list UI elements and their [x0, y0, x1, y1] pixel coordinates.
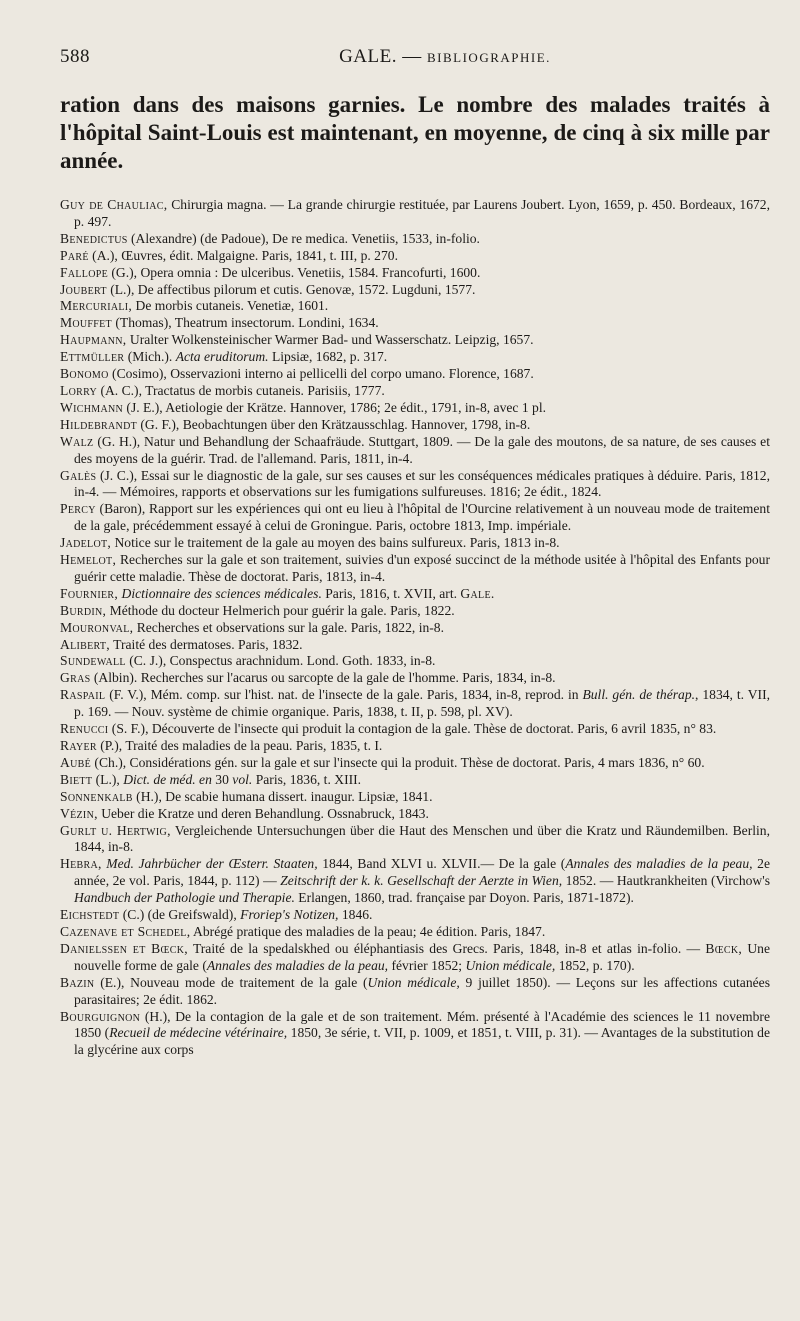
entry-text: Une nouvelle forme de gale (: [74, 940, 770, 973]
entry-text: Lipsiæ, 1682, p. 317.: [268, 349, 388, 365]
entry-text: Paris, 1836, t. XIII.: [252, 771, 362, 787]
entry-author: Paré: [60, 247, 89, 263]
entry-author: Sundewall: [60, 653, 126, 669]
entry-author: Walz: [60, 433, 94, 449]
bibliography-entry: [60, 941, 770, 975]
entry-text: (F. V.), Mém. comp. sur l'hist. nat. de l'insecte de la gale. Paris, 1834, in-8, reprod. in: [105, 687, 583, 703]
bibliography-entry: [60, 789, 770, 806]
entry-author: Cazenave et Schedel,: [60, 923, 191, 939]
entry-author: Joubert: [60, 281, 107, 297]
bibliography-entry: [60, 468, 770, 502]
entry-text: Bœck,: [705, 940, 743, 956]
entry-title-italic: Recueil de médecine vétérinaire,: [109, 1025, 288, 1041]
entry-title-italic: Union médicale,: [465, 957, 556, 973]
bibliography-entry: [60, 856, 770, 907]
entry-author: Jadelot,: [60, 535, 112, 551]
bibliography-entry: [60, 975, 770, 1009]
bibliography-entry: [60, 552, 770, 586]
entry-title-italic: Dictionnaire des sciences médicales.: [121, 585, 322, 601]
entry-author: Bazin: [60, 974, 95, 990]
bibliography-entry: [60, 282, 770, 299]
entry-author: Alibert,: [60, 636, 111, 652]
entry-text: Ueber die Kratze und deren Behandlung. Ossnabruck, 1843.: [97, 805, 429, 821]
bibliography-entry: [60, 772, 770, 789]
entry-text: Uralter Wolkensteinischer Warmer Bad- und Wasserschatz. Leipzig, 1657.: [126, 332, 534, 348]
entry-text: 2e année, 2e vol. Paris, 1844, p. 112) —: [74, 856, 770, 889]
bibliography-entry: [60, 298, 770, 315]
entry-text: Recherches sur la gale et son traitement, suivies d'un exposé succinct de la méthode usitée à l'hôpital des Enfants pour guérir cette maladie. Thèse de doctorat. Paris, 1813, in-4.: [74, 552, 770, 584]
entry-text: (Ch.), Considérations gén. sur la gale et sur l'insecte qui la produit. Thèse de doctorat. Paris, 4 mars 1836, n° 60.: [91, 754, 705, 770]
bibliography-entry: [60, 823, 770, 857]
bibliography-entry: [60, 231, 770, 248]
bibliography-entry: [60, 197, 770, 231]
entry-text: (H.), De la contagion de la gale et de son traitement. Mém. présenté à l'Académie des sciences le 11 novembre 1850 (: [74, 1008, 770, 1041]
entry-text: 1844, Band XLVI u. XLVII.— De la gale (: [317, 856, 566, 872]
bibliography-entry: [60, 383, 770, 400]
bibliography-entry: [60, 738, 770, 755]
entry-author: Eichstedt: [60, 907, 120, 923]
entry-title-italic: Med. Jahrbücher der Œsterr. Staaten,: [106, 856, 318, 872]
bibliography-entry: [60, 400, 770, 417]
entry-text: (Cosimo), Osservazioni interno ai pellicelli del corpo umano. Florence, 1687.: [108, 366, 534, 382]
entry-text: Recherches et observations sur la gale. Paris, 1822, in-8.: [133, 619, 444, 635]
entry-text: (G. H.), Natur und Behandlung der Schaafräude. Stuttgart, 1809. — De la gale des moutons, de sa nature, de ses causes et des moyens de la guérir. Trad. de l'allemand. Paris, 1811, in-4.: [74, 433, 770, 466]
entry-text: Notice sur le traitement de la gale au moyen des bains sulfureux. Paris, 1813 in-8.: [111, 535, 560, 551]
entry-author: Mouffet: [60, 315, 112, 331]
bibliography-list: [60, 197, 770, 1059]
entry-author: Galès: [60, 467, 97, 483]
entry-text: Erlangen, 1860, trad. française par Doyon. Paris, 1871-1872).: [294, 890, 634, 906]
bibliography-entry: [60, 434, 770, 468]
entry-author: Vézin,: [60, 805, 98, 821]
entry-text: (C.) (de Greifswald),: [119, 907, 241, 923]
bibliography-entry: [60, 349, 770, 366]
entry-text: De morbis cutaneis. Venetiæ, 1601.: [132, 298, 329, 314]
entry-text: (L.), De affectibus pilorum et cutis. Genovæ, 1572. Lugduni, 1577.: [106, 281, 476, 297]
bibliography-entry: [60, 417, 770, 434]
bibliography-entry: [60, 586, 770, 603]
entry-text: (G.), Opera omnia : De ulceribus. Venetiis, 1584. Francofurti, 1600.: [108, 264, 481, 280]
entry-text: 30: [211, 771, 233, 787]
bibliography-entry: [60, 366, 770, 383]
bibliography-entry: [60, 332, 770, 349]
entry-author: Gras: [60, 670, 91, 686]
bibliography-entry: [60, 670, 770, 687]
entry-author: Burdin,: [60, 602, 107, 618]
bibliography-entry: [60, 924, 770, 941]
entry-title-italic: Dict. de méd. en: [123, 771, 212, 787]
entry-text: (H.), De scabie humana dissert. inaugur. Lipsiæ, 1841.: [132, 788, 433, 804]
entry-author: Haupmann,: [60, 332, 127, 348]
running-title: [180, 46, 770, 68]
entry-title-italic: Handbuch der Pathologie und Therapie.: [74, 890, 295, 906]
entry-author: Bonomo: [60, 366, 109, 382]
entry-text: (Mich.).: [124, 349, 176, 365]
entry-text: (Thomas), Theatrum insectorum. Londini, 1634.: [111, 315, 379, 331]
entry-text: 1846.: [338, 907, 373, 923]
entry-text: Méthode du docteur Helmerich pour guérir la gale. Paris, 1822.: [106, 602, 455, 618]
bibliography-entry: [60, 501, 770, 535]
running-title-main: GALE. —: [339, 46, 427, 67]
entry-author: Bourguignon: [60, 1008, 141, 1024]
entry-title-italic: Bull. gén. de thérap.: [582, 687, 696, 703]
bibliography-entry: [60, 248, 770, 265]
bibliography-entry: [60, 653, 770, 670]
bibliography-entry: [60, 620, 770, 637]
entry-author: Guy de Chauliac,: [60, 197, 168, 212]
entry-text: Vergleichende Untersuchungen über die Haut des Menschen und über die Kratz und Räundemilben. Berlin, 1844, in-8.: [74, 822, 770, 855]
bibliography-entry: [60, 721, 770, 738]
bibliography-entry: [60, 603, 770, 620]
entry-text: (J. C.), Essai sur le diagnostic de la gale, sur ses causes et sur les conséquences médicales pratiques à déduire. Paris, 1812, in-4. — Mémoires, rapports et observations sur les fumigations sulfureuses. 1816; 2e édit., 1824.: [74, 467, 770, 500]
bibliography-entry: [60, 1009, 770, 1060]
entry-title-italic: Union médicale,: [367, 974, 460, 990]
entry-text: Paris, 1816, t. XVII, art.: [321, 585, 461, 601]
bibliography-entry: [60, 265, 770, 282]
entry-author: Gurlt u. Hertwig,: [60, 822, 171, 838]
entry-text: février 1852;: [388, 957, 466, 973]
entry-title-italic: Zeitschrift der k. k. Gesellschaft der Aerzte in Wien,: [280, 873, 563, 889]
entry-author: Fournier,: [60, 585, 119, 601]
entry-author: Raspail: [60, 687, 106, 703]
entry-author: Wichmann: [60, 399, 124, 415]
entry-author: Lorry: [60, 382, 98, 398]
entry-author: Percy: [60, 501, 96, 517]
entry-text: (G. F.), Beobachtungen über den Krätzausschlag. Hannover, 1798, in-8.: [137, 416, 531, 432]
bibliography-entry: [60, 535, 770, 552]
entry-text: Abrégé pratique des maladies de la peau; 4e édition. Paris, 1847.: [190, 923, 546, 939]
entry-text: 1852, p. 170).: [555, 957, 635, 973]
entry-text: , 1834, t. VII, p. 169. — Nouv. système de chimie organique. Paris, 1838, t. II, p. 598, pl. XV).: [74, 687, 770, 720]
entry-text: (E.), Nouveau mode de traitement de la gale (: [94, 974, 368, 990]
bibliography-entry: [60, 907, 770, 924]
entry-text: 1852. — Hautkrankheiten (Virchow's: [562, 873, 770, 889]
running-title-section: BIBLIOGRAPHIE.: [426, 50, 551, 65]
entry-author: Hebra,: [60, 856, 102, 872]
entry-text: (L.),: [92, 771, 124, 787]
entry-text: (A.), Œuvres, édit. Malgaigne. Paris, 1841, t. III, p. 270.: [88, 247, 398, 263]
entry-title-italic: Acta eruditorum.: [175, 349, 269, 365]
entry-text: Traité des dermatoses. Paris, 1832.: [110, 636, 303, 652]
bibliography-entry: [60, 637, 770, 654]
bibliography-entry: [60, 315, 770, 332]
entry-author: Renucci: [60, 721, 109, 737]
entry-author: Hildebrandt: [60, 416, 137, 432]
entry-text: (S. F.), Découverte de l'insecte qui produit la contagion de la gale. Thèse de doctorat. Paris, 6 avril 1835, n° 83.: [108, 721, 717, 737]
intro-paragraph: ration dans des maisons garnies. Le nombre des malades traités à l'hôpital Saint-Louis est maintenant, en moyenne, de cinq à six mille par année.: [60, 92, 770, 173]
entry-text: (J. E.), Aetiologie der Krätze. Hannover, 1786; 2e édit., 1791, in-8, avec 1 pl.: [123, 399, 547, 415]
entry-author: Ettmüller: [60, 349, 125, 365]
entry-text: Gale.: [460, 585, 495, 601]
bibliography-entry: [60, 755, 770, 772]
page-header: [60, 46, 770, 68]
entry-author: Benedictus: [60, 230, 128, 246]
entry-text: (C. J.), Conspectus arachnidum. Lond. Goth. 1833, in-8.: [125, 653, 436, 669]
entry-author: Fallope: [60, 264, 108, 280]
entry-title-italic: Froriep's Notizen,: [240, 907, 339, 923]
entry-text: (Baron), Rapport sur les expériences qui ont eu lieu à l'hôpital de l'Ourcine relativement à un nouveau mode de traitement de la gale, précédemment essayé à celui de Groningue. Paris, octobre 1813, Imp. impériale.: [74, 501, 770, 534]
entry-title-italic: vol.: [232, 771, 253, 787]
entry-text: Chirurgia magna. — La grande chirurgie restituée, par Laurens Joubert. Lyon, 1659, p. 450. Bordeaux, 1672, p. 497.: [74, 197, 770, 229]
entry-author: Danielssen et Bœck,: [60, 940, 188, 956]
bibliography-entry: [60, 806, 770, 823]
entry-author: Aubé: [60, 754, 92, 770]
entry-text: (Alexandre) (de Padoue), De re medica. Venetiis, 1533, in-folio.: [127, 230, 480, 246]
entry-author: Sonnenkalb: [60, 788, 133, 804]
entry-author: Mercuriali,: [60, 298, 133, 314]
bibliography-entry: [60, 687, 770, 721]
page-number: 588: [60, 46, 90, 67]
entry-text: Traité de la spedalskhed ou éléphantiasis des Grecs. Paris, 1848, in-8 et atlas in-folio. —: [187, 940, 706, 956]
entry-text: 9 juillet 1850). — Leçons sur les affections cutanées parasitaires; 2e édit. 1862.: [74, 974, 770, 1007]
entry-author: Rayer: [60, 738, 97, 753]
entry-text: (A. C.), Tractatus de morbis cutaneis. Parisiis, 1777.: [97, 382, 385, 398]
entry-text: (Albin). Recherches sur l'acarus ou sarcopte de la gale de l'homme. Paris, 1834, in-8.: [90, 670, 556, 686]
entry-author: Mouronval,: [60, 619, 134, 635]
entry-text: (P.), Traité des maladies de la peau. Paris, 1835, t. I.: [96, 738, 383, 753]
entry-title-italic: Annales des maladies de la peau,: [565, 856, 753, 872]
entry-title-italic: Annales des maladies de la peau,: [206, 957, 389, 973]
entry-text: 1850, 3e série, t. VII, p. 1009, et 1851, t. VIII, p. 31). — Avantages de la substitution de la glycérine aux corps: [74, 1025, 770, 1058]
entry-author: Hemelot,: [60, 552, 117, 568]
entry-author: Biett: [60, 771, 93, 787]
